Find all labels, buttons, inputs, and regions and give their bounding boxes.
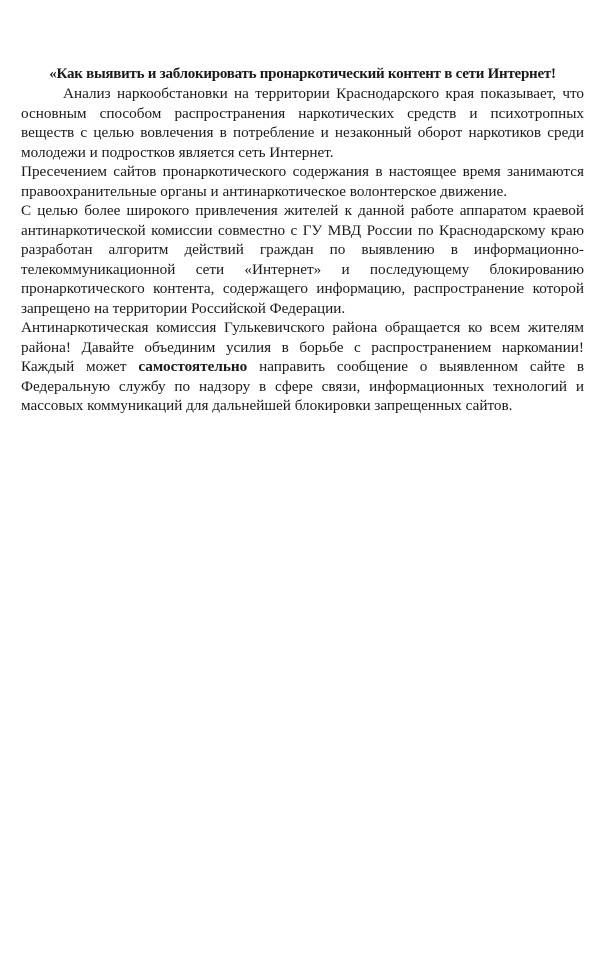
paragraph-algorithm: С целью более широкого привлечения жителей к данной работе аппаратом краевой антинаркотической комиссии совместно с ГУ МВД России по Краснодарскому краю разработан алгоритм действий граждан по выявлению в информационно-телекоммуникационной сети «Интернет» и последующему блокированию пронаркотического контента, содержащего информацию, распространение которой запрещено на территории Российской Федерации. — [21, 202, 584, 317]
paragraph-appeal — [21, 318, 584, 416]
appeal-bold-word: самостоятельно — [138, 358, 248, 375]
appeal-text-after: направить сообщение о выявленном сайте в Федеральную службу по надзору в сфере связи, информационных технологий и массовых коммуникаций для дальнейшей блокировки запрещенных сайтов. — [21, 358, 584, 414]
paragraph-analysis: Анализ наркообстановки на территории Краснодарского края показывает, что основным способом распространения наркотических средств и психотропных веществ с целью вовлечения в потребление и незаконный оборот наркотиков среди молодежи и подростков является сеть Интернет. — [21, 85, 584, 161]
document-content — [21, 64, 584, 416]
paragraph-suppression: Пресечением сайтов пронаркотического содержания в настоящее время занимаются правоохранительные органы и антинаркотическое волонтерское движение. — [21, 163, 584, 200]
document-title: «Как выявить и заблокировать пронаркотический контент в сети Интернет! — [49, 66, 556, 82]
appeal-text-before: Антинаркотическая комиссия Гулькевичского района обращается ко всем жителям района! Давайте объединим усилия в борьбе с распространением наркомании! Каждый может — [21, 319, 584, 375]
